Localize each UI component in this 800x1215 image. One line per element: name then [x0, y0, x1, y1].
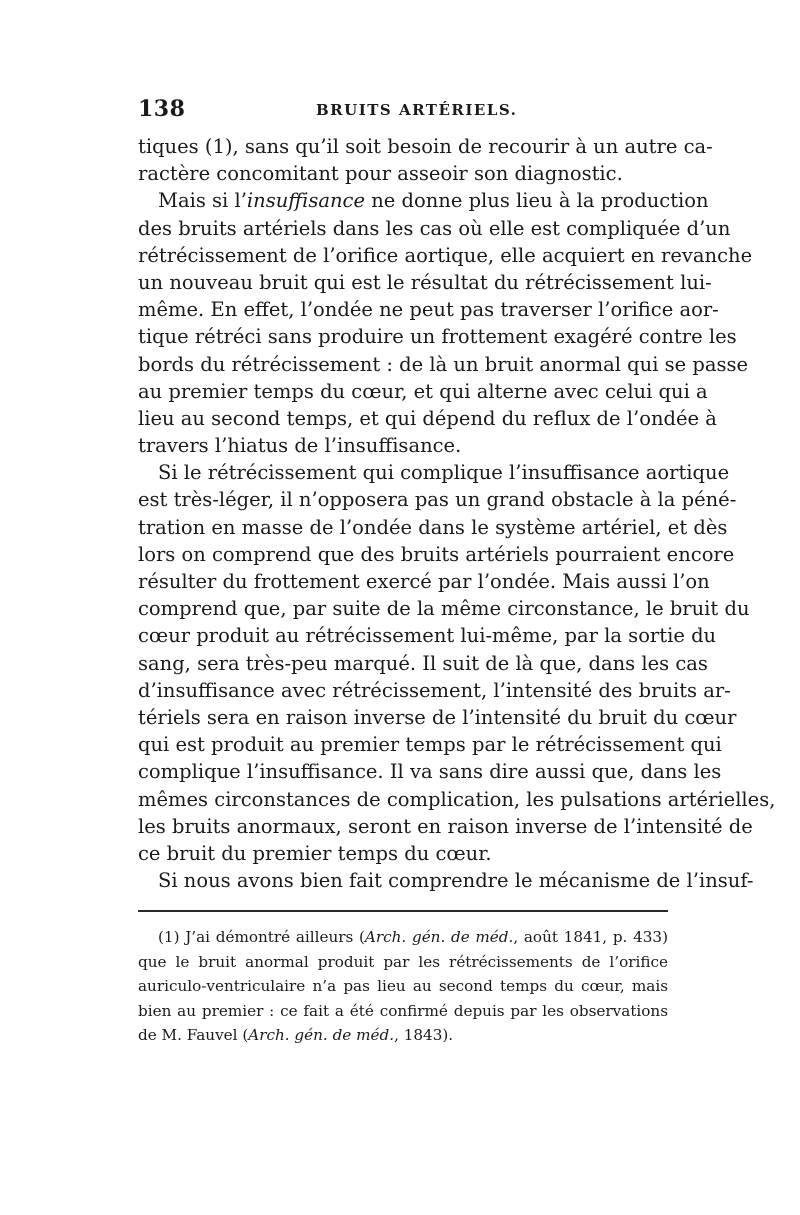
- text-line: Si le rétrécissement qui complique l’insuffisance aortique: [158, 461, 730, 485]
- text-line: des bruits artériels dans les cas où elle est compliquée d’un: [138, 216, 731, 240]
- page-number: 138: [138, 96, 186, 122]
- text-line: tiques (1), sans qu’il soit besoin de recourir à un autre ca-: [138, 135, 713, 158]
- text-line: un nouveau bruit qui est le résultat du rétrécissement lui-: [138, 270, 712, 294]
- text-line: tration en masse de l’ondée dans le système artériel, et dès: [138, 515, 728, 539]
- emphasis: Arch. gén. de méd.: [364, 928, 514, 946]
- running-title: BRUITS ARTÉRIELS.: [316, 101, 518, 119]
- text-line: ce bruit du premier temps du cœur.: [138, 841, 492, 865]
- text-line: complique l’insuffisance. Il va sans dire aussi que, dans les: [138, 760, 722, 784]
- text-line: au premier temps du cœur, et qui alterne avec celui qui a: [138, 379, 708, 403]
- footnote-line: de M. Fauvel (Arch. gén. de méd., 1843).: [138, 1026, 454, 1044]
- text-line: cœur produit au rétrécissement lui-même, par la sortie du: [138, 624, 717, 648]
- text-line: sang, sera très-peu marqué. Il suit de là que, dans les cas: [138, 651, 708, 675]
- text-line: lors on comprend que des bruits artériels pourraient encore: [138, 542, 735, 566]
- body-text: [138, 133, 776, 894]
- footnote-line: (1) J’ai démontré ailleurs (Arch. gén. de méd., août 1841, p. 433): [158, 928, 669, 946]
- text-line: même. En effet, l’ondée ne peut pas traverser l’orifice aor-: [138, 298, 719, 322]
- text-line: les bruits anormaux, seront en raison inverse de l’intensité de: [138, 814, 753, 838]
- footnote-line: bien au premier : ce fait a été confirmé depuis par les observations: [138, 1001, 668, 1020]
- text-line: résulter du frottement exercé par l’ondée. Mais aussi l’on: [138, 570, 710, 593]
- text-line: lieu au second temps, et qui dépend du reflux de l’ondée à: [138, 406, 717, 430]
- text-line: Mais si l’insuffisance ne donne plus lieu à la production: [158, 189, 709, 213]
- footnote-line: auriculo-ventriculaire n’a pas lieu au second temps du cœur, mais: [138, 977, 668, 995]
- text-line: rétrécissement de l’orifice aortique, elle acquiert en revanche: [138, 243, 753, 267]
- text-line: tériels sera en raison inverse de l’intensité du bruit du cœur: [138, 705, 737, 729]
- text-line: travers l’hiatus de l’insuffisance.: [138, 434, 462, 458]
- text-line: comprend que, par suite de la même circonstance, le bruit du: [138, 597, 750, 621]
- text-line: Si nous avons bien fait comprendre le mécanisme de l’insuf-: [158, 869, 754, 893]
- footnote: [138, 925, 668, 1048]
- text-line: qui est produit au premier temps par le rétrécissement qui: [138, 733, 722, 757]
- footnote-line: que le bruit anormal produit par les rétrécissements de l’orifice: [138, 952, 668, 971]
- running-head: [138, 96, 668, 126]
- text-line: bords du rétrécissement : de là un bruit anormal qui se passe: [138, 352, 749, 376]
- footnote-divider: [138, 910, 668, 912]
- text-line: tique rétréci sans produire un frottement exagéré contre les: [138, 325, 737, 349]
- text-line: d’insuffisance avec rétrécissement, l’intensité des bruits ar-: [138, 678, 731, 702]
- text-line: mêmes circonstances de complication, les pulsations artérielles,: [138, 787, 776, 811]
- text-line: ractère concomitant pour asseoir son diagnostic.: [138, 162, 623, 186]
- emphasis: Arch. gén. de méd.: [248, 1026, 395, 1044]
- emphasis: insuffisance: [246, 189, 365, 213]
- text-line: est très-léger, il n’opposera pas un grand obstacle à la péné-: [138, 488, 737, 512]
